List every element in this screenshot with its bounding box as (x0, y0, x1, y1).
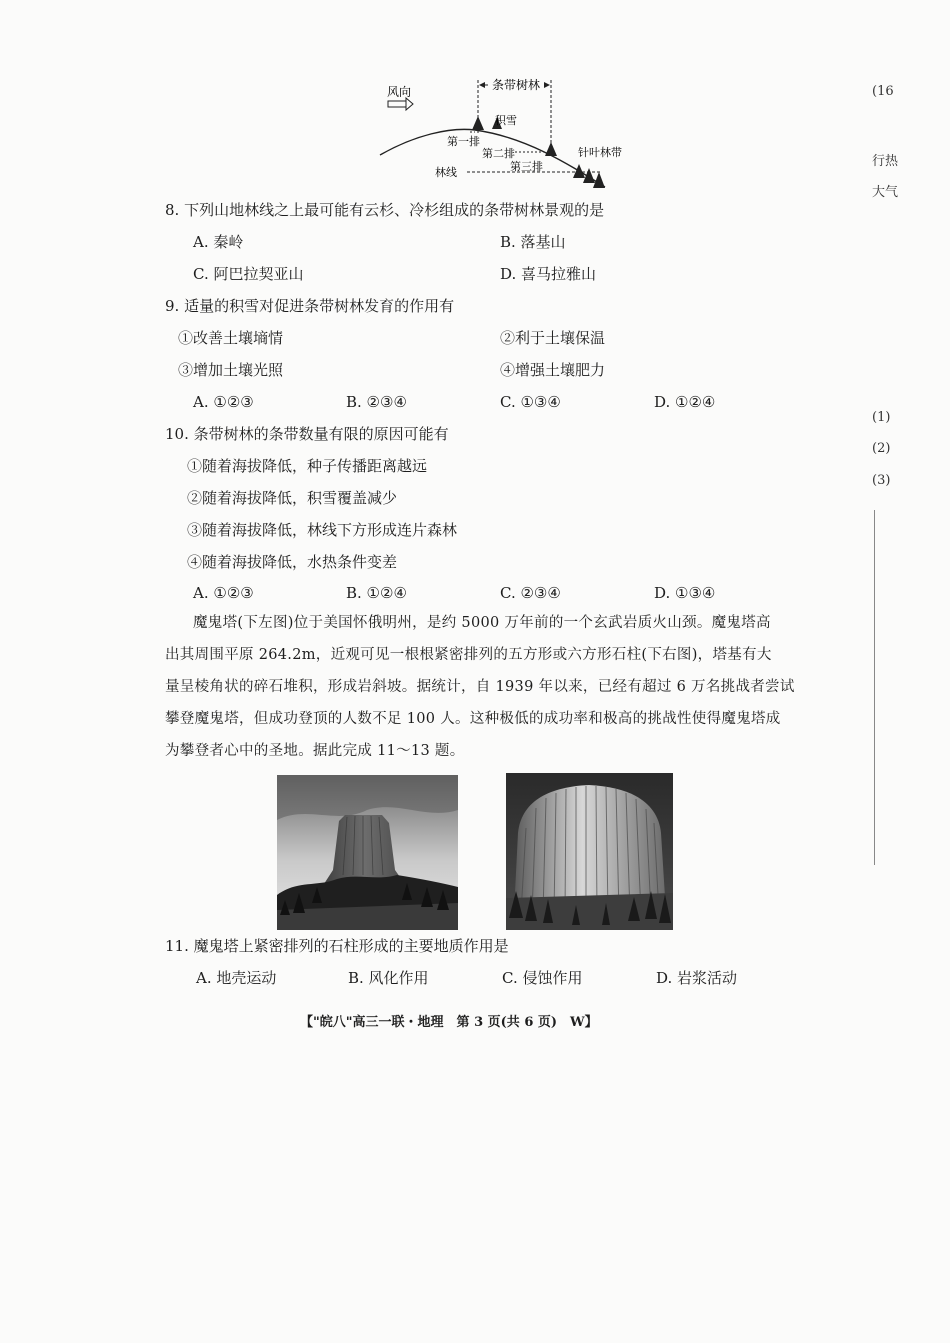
q10-option-c[interactable]: C. ②③④ (500, 584, 561, 602)
q9-option-c[interactable]: C. ①③④ (500, 393, 561, 411)
conifer-label: 针叶林带 (578, 146, 622, 159)
q10-option-d[interactable]: D. ①③④ (654, 584, 716, 602)
q9-option-a[interactable]: A. ①②③ (193, 393, 254, 411)
row1-label: 第一排 (447, 135, 480, 148)
q9-option-b[interactable]: B. ②③④ (346, 393, 407, 411)
q10-statement-1: ①随着海拔降低，种子传播距离越远 (187, 457, 428, 475)
edge-text-4: (1) (872, 410, 891, 425)
passage-line-5: 为攀登者心中的圣地。据此完成 11～13 题。 (165, 743, 465, 759)
passage-line-2: 出其周围平原 264.2m，近观可见一根根紧密排列的五方形或六方形石柱(下右图)，塔基有大 (165, 647, 772, 663)
q8-option-a[interactable]: A. 秦岭 (193, 233, 244, 251)
edge-text-3: 大气 (872, 185, 899, 200)
q11-option-c[interactable]: C. 侵蚀作用 (502, 969, 583, 987)
row3-label: 第三排 (510, 160, 543, 173)
q10-statement-3: ③随着海拔降低，林线下方形成连片森林 (187, 521, 458, 539)
treeline-label: 林线 (435, 166, 457, 179)
edge-text-5: (2) (872, 441, 891, 456)
passage-line-4: 攀登魔鬼塔，但成功登顶的人数不足 100 人。这种极低的成功率和极高的挑战性使得魔鬼塔成 (165, 711, 781, 727)
passage-line-3: 量呈棱角状的碎石堆积，形成岩斜坡。据统计，自 1939 年以来，已经有超过 6 万名挑战者尝试 (165, 679, 795, 695)
strip-forest-diagram (375, 72, 645, 194)
passage-line-1: 魔鬼塔(下左图)位于美国怀俄明州，是约 5000 万年前的一个玄武岩质火山颈。魔鬼塔高 (193, 615, 771, 631)
q8-option-c[interactable]: C. 阿巴拉契亚山 (193, 265, 304, 283)
tree-icon (583, 168, 595, 183)
q10-option-a[interactable]: A. ①②③ (193, 584, 254, 602)
q8-option-d[interactable]: D. 喜马拉雅山 (500, 265, 597, 283)
edge-text-6: (3) (872, 473, 891, 488)
q9-statement-1: ①改善土壤墒情 (178, 329, 284, 347)
tree-icon (573, 164, 585, 178)
q8-option-b[interactable]: B. 落基山 (500, 233, 566, 251)
q11-option-a[interactable]: A. 地壳运动 (196, 969, 277, 987)
page-footer: 【"皖八"高三一联・地理 第 3 页(共 6 页) W】 (300, 1015, 598, 1030)
q9-statement-3: ③增加土壤光照 (178, 361, 284, 379)
q8-stem: 8. 下列山地林线之上最可能有云杉、冷杉组成的条带树林景观的是 (165, 201, 605, 219)
q11-option-b[interactable]: B. 风化作用 (348, 969, 429, 987)
tree-icon (545, 142, 557, 156)
q11-stem: 11. 魔鬼塔上紧密排列的石柱形成的主要地质作用是 (165, 937, 509, 955)
q9-statement-2: ②利于土壤保温 (500, 329, 606, 347)
q9-statement-4: ④增强土壤肥力 (500, 361, 606, 379)
band-label: 条带树林 (491, 78, 541, 92)
q9-option-d[interactable]: D. ①②④ (654, 393, 716, 411)
q10-statement-2: ②随着海拔降低，积雪覆盖减少 (187, 489, 398, 507)
q10-stem: 10. 条带树林的条带数量有限的原因可能有 (165, 425, 449, 443)
q10-statement-4: ④随着海拔降低，水热条件变差 (187, 553, 398, 571)
q11-option-d[interactable]: D. 岩浆活动 (656, 969, 738, 987)
row2-label: 第二排 (482, 147, 515, 160)
passage (165, 607, 795, 767)
wind-label: 风向 (387, 85, 412, 99)
q9-stem: 9. 适量的积雪对促进条带树林发育的作用有 (165, 297, 455, 315)
q10-option-b[interactable]: B. ①②④ (346, 584, 407, 602)
snow-label: 积雪 (495, 114, 517, 127)
devils-tower-photo-left (277, 775, 458, 930)
edge-fold-line (874, 510, 875, 865)
wind-arrow-icon (388, 98, 413, 110)
devils-tower-photo-right (506, 773, 673, 930)
edge-text-2: 行热 (872, 154, 899, 169)
edge-text-1: (16 (872, 84, 894, 99)
